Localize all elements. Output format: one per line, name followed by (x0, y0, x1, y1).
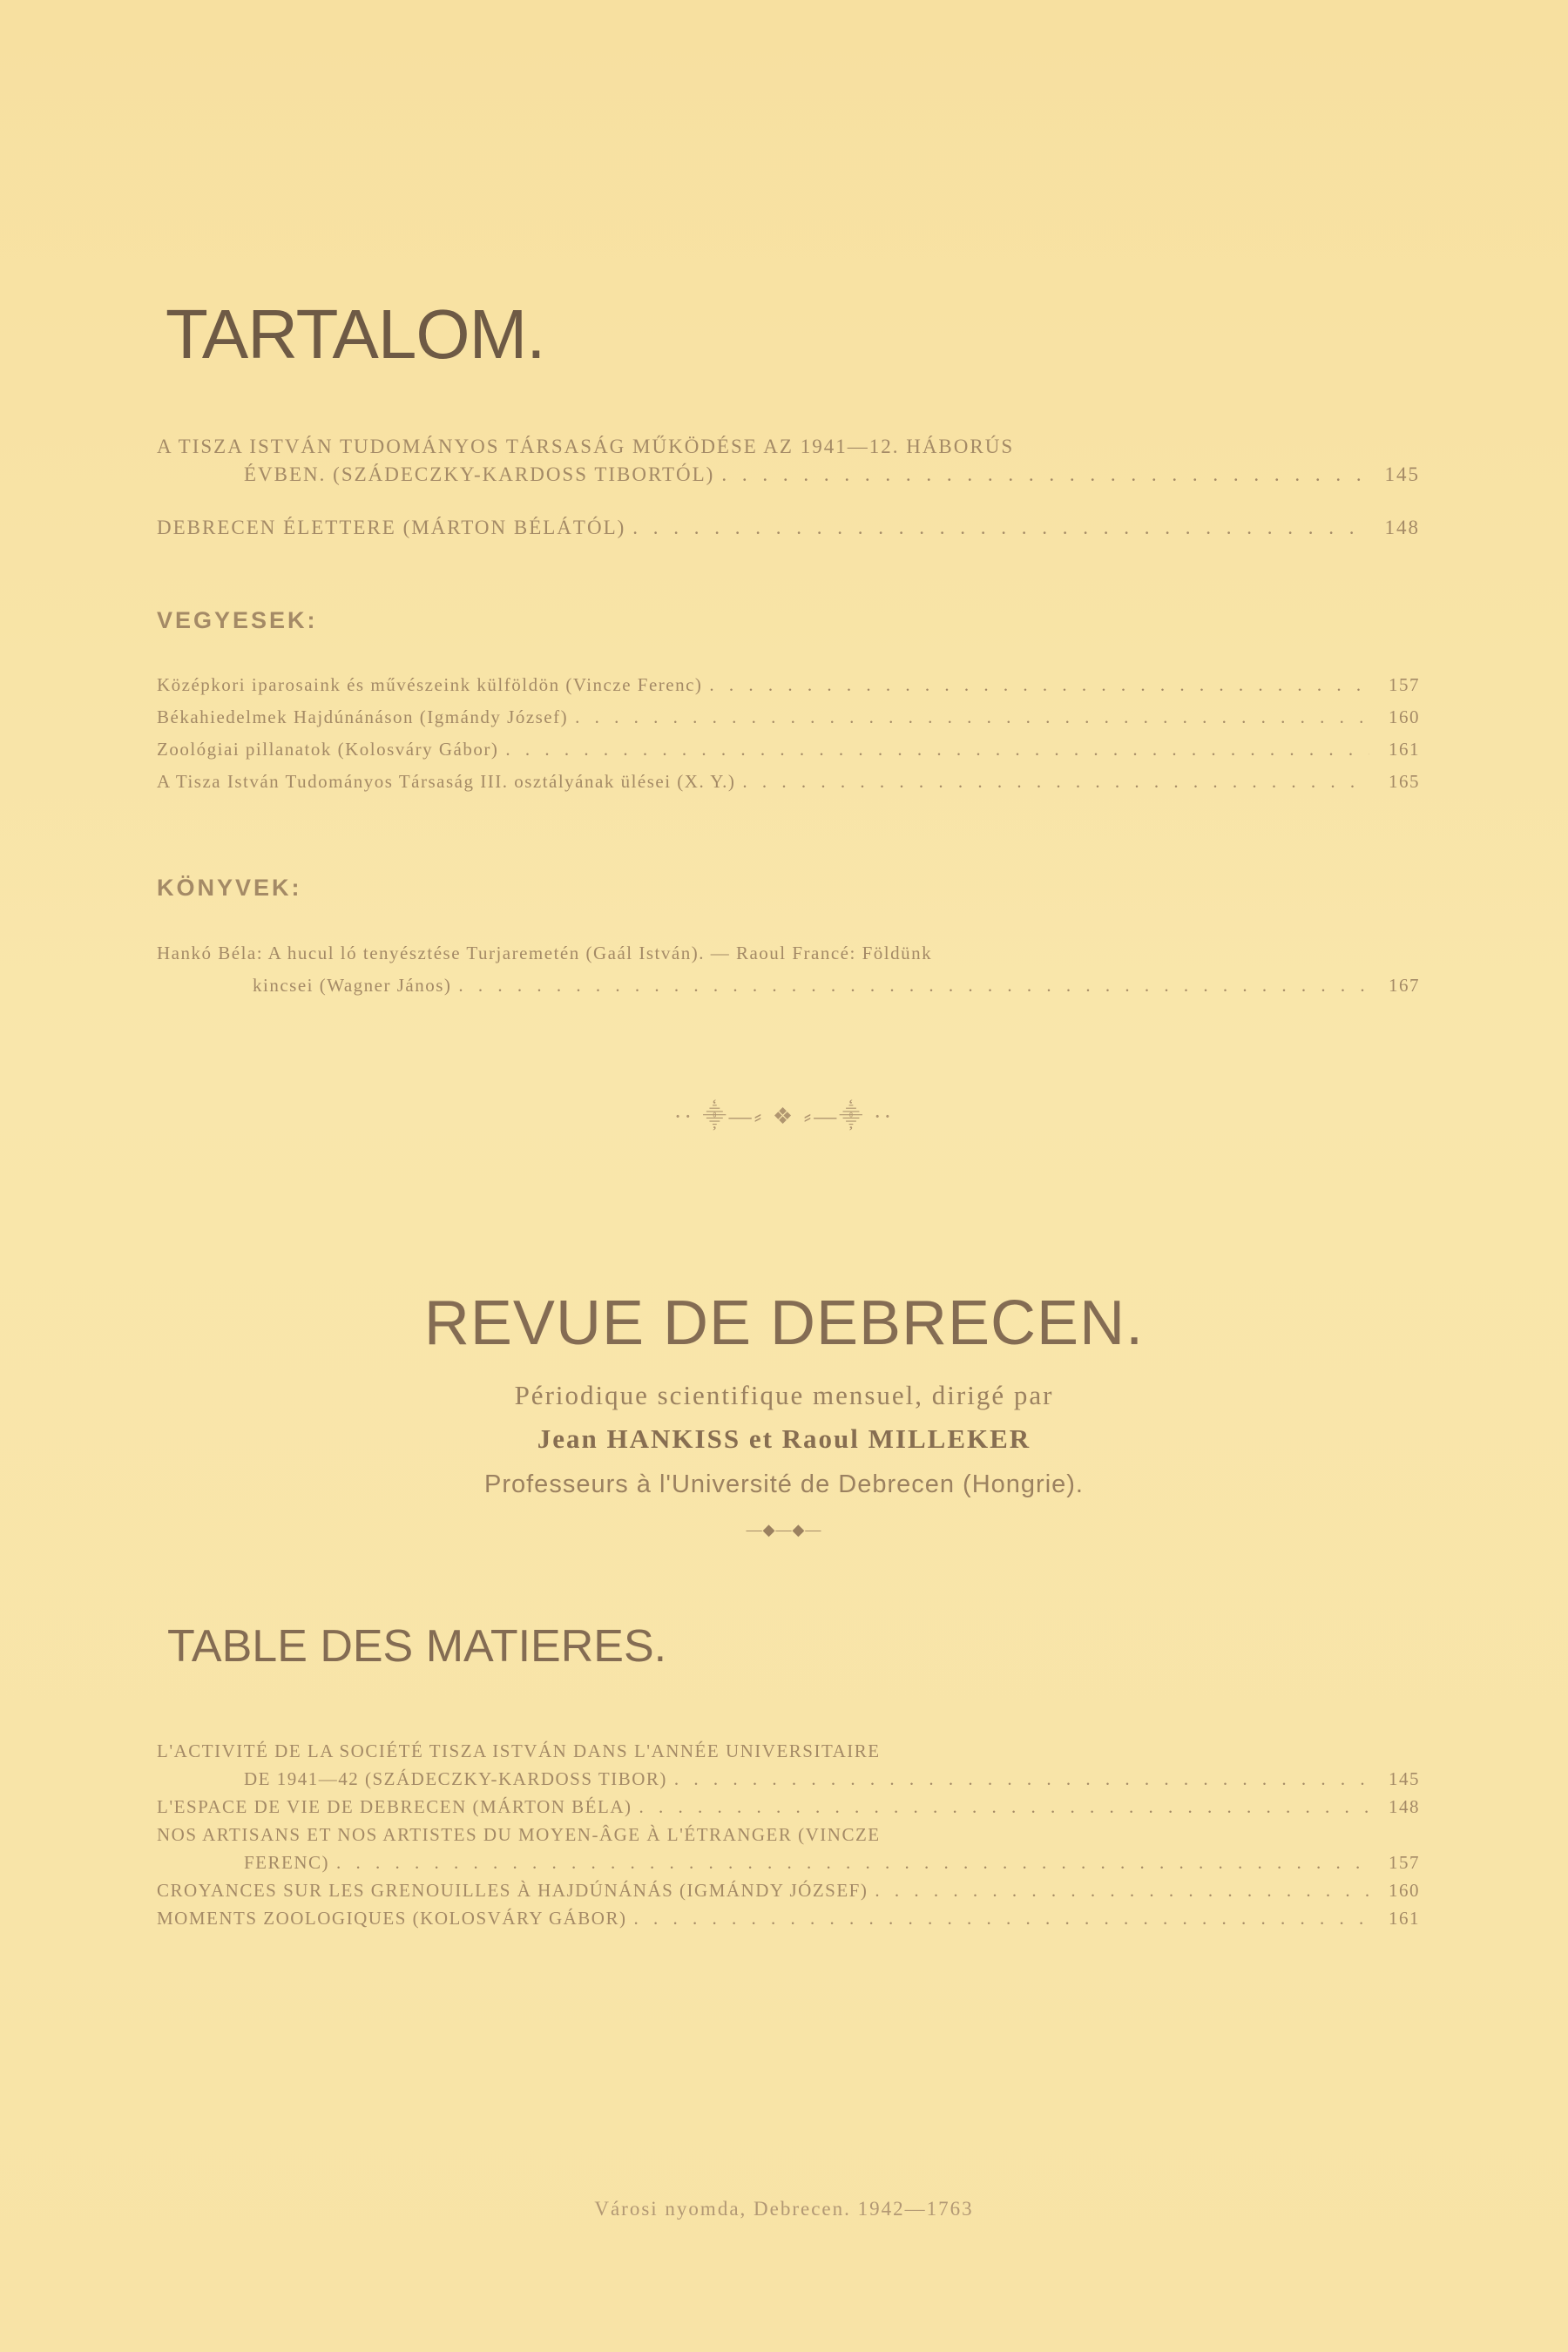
imprint: Városi nyomda, Debrecen. 1942—1763 (594, 2198, 974, 2220)
tartalom-entry-2 (157, 514, 1420, 542)
list-item: L'ACTIVITÉ DE LA SOCIÉTÉ TISZA ISTVÁN DANS L'ANNÉE UNIVERSITAIRE DE 1941—42 (SZÁDECZKY-KARDOSS TIBOR) . . . 145 (157, 1737, 1420, 1793)
leader-dots (721, 461, 1369, 489)
revue-editors: Jean HANKISS et Raoul MILLEKER (537, 1423, 1031, 1454)
ornament-small: —◆—◆— (746, 1521, 822, 1538)
list-item: Középkori iparosaink és művészeink külföldön (Vincze Ferenc) . . . 157 (157, 669, 1420, 701)
entry-line: Hankó Béla: A hucul ló tenyésztése Turjaremetén (Gaál István). — Raoul Francé: Földünk (157, 943, 933, 963)
list-item: A Tisza István Tudományos Társaság III. osztályának ülései (X. Y.) . . . 165 (157, 766, 1420, 798)
tartalom-title: TARTALOM. (166, 295, 545, 373)
table-des-matieres-title: TABLE DES MATIERES. (167, 1621, 667, 1672)
page-number: 148 (1384, 517, 1420, 538)
page-number: 157 (1389, 1852, 1420, 1873)
revue-title: REVUE DE DEBRECEN. (423, 1288, 1145, 1358)
leader-dots (632, 514, 1369, 542)
matieres-list (157, 1737, 1420, 1932)
entry-line: ÉVBEN. (SZÁDECZKY-KARDOSS TIBORTÓL) (244, 463, 715, 485)
leader-dots (633, 1904, 1369, 1932)
leader-dots (742, 766, 1369, 798)
entry-line: A TISZA ISTVÁN TUDOMÁNYOS TÁRSASÁG MŰKÖDÉSE AZ 1941—12. HÁBORÚS (157, 436, 1015, 457)
vegyesek-section (157, 607, 1420, 634)
tartalom-entry-1 (157, 433, 1420, 489)
entry-line: DEBRECEN ÉLETTERE (MÁRTON BÉLÁTÓL) (157, 517, 626, 538)
leader-dots (336, 1848, 1369, 1876)
section-heading: VEGYESEK: (157, 607, 318, 633)
revue-affiliation: Professeurs à l'Université de Debrecen (Hongrie). (484, 1470, 1084, 1498)
page-number: 161 (1389, 739, 1420, 760)
list-item: Békahiedelmek Hajdúnánáson (Igmándy József) . . . 160 (157, 701, 1420, 733)
leader-dots (875, 1876, 1369, 1904)
entry-line: kincsei (Wagner János) (253, 975, 452, 996)
page-number: 160 (1389, 1880, 1420, 1901)
leader-dots (639, 1793, 1369, 1821)
list-item: Zoológiai pillanatok (Kolosváry Gábor) . . . 161 (157, 733, 1420, 766)
leader-dots (709, 669, 1369, 701)
list-item: CROYANCES SUR LES GRENOUILLES À HAJDÚNÁNÁS (IGMÁNDY JÓZSEF) . . . 160 (157, 1876, 1420, 1904)
page-number: 167 (1389, 975, 1420, 996)
revue-subtitle: Périodique scientifique mensuel, dirigé par (514, 1380, 1054, 1410)
page-number: 148 (1389, 1796, 1420, 1817)
leader-dots (674, 1765, 1369, 1793)
page-number: 145 (1384, 463, 1420, 485)
page-number: 160 (1389, 706, 1420, 727)
section-heading: KÖNYVEK: (157, 875, 302, 901)
list-item: L'ESPACE DE VIE DE DEBRECEN (MÁRTON BÉLA) . . . 148 (157, 1793, 1420, 1821)
list-item: MOMENTS ZOOLOGIQUES (KOLOSVÁRY GÁBOR) . . . 161 (157, 1904, 1420, 1932)
page-number: 165 (1389, 771, 1420, 792)
ornament-divider: ·· ⸎—⸗ ❖ ⸗—⸎ ·· (673, 1104, 895, 1129)
page-number: 161 (1389, 1908, 1420, 1929)
leader-dots (505, 733, 1369, 766)
page-number: 145 (1389, 1768, 1420, 1789)
page-number: 157 (1389, 674, 1420, 695)
konyvek-entry (157, 937, 1420, 1002)
konyvek-section (157, 875, 1420, 902)
leader-dots (575, 701, 1369, 733)
vegyesek-list (157, 669, 1420, 798)
list-item: NOS ARTISANS ET NOS ARTISTES DU MOYEN-ÂGE À L'ÉTRANGER (VINCZE FERENC) . . . 157 (157, 1821, 1420, 1876)
leader-dots (458, 970, 1369, 1002)
